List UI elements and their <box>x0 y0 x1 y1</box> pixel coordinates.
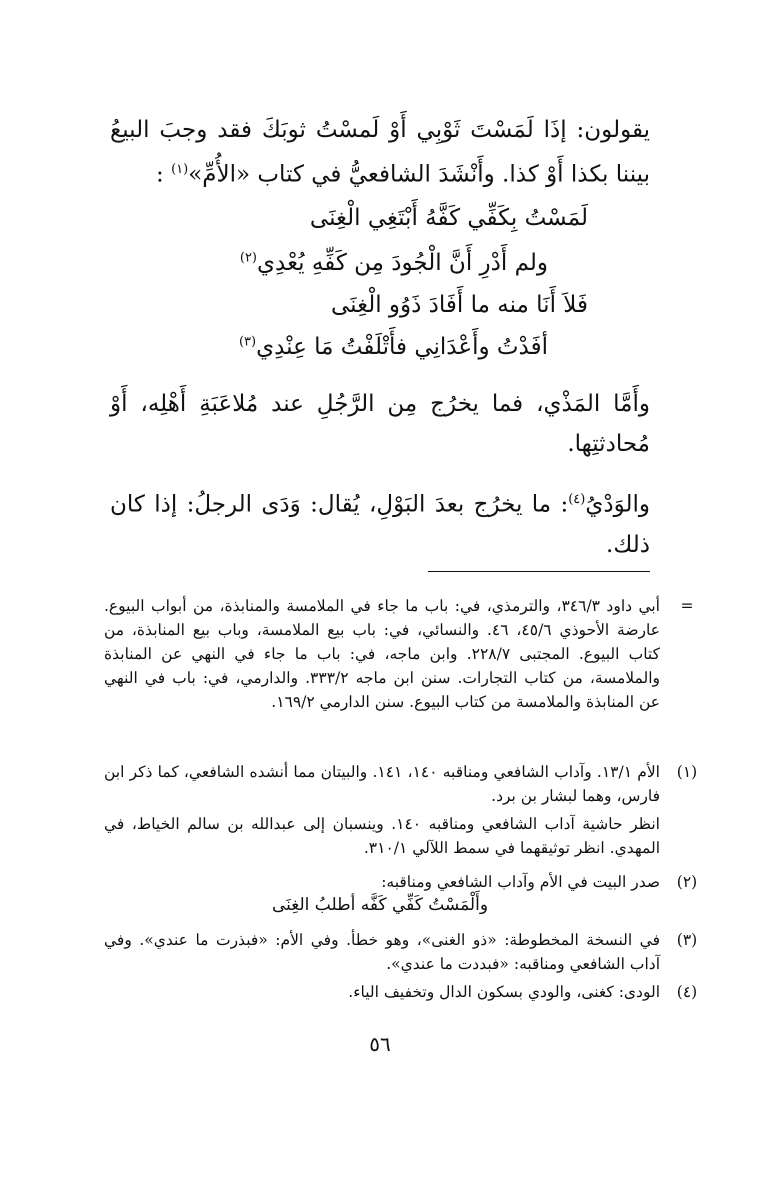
footnote-marker: = <box>680 597 694 615</box>
footnote-marker: (٤) <box>676 983 698 1001</box>
footnote-ref: (٣) <box>238 334 257 350</box>
footnote-2-verse: وأَلْمَسْتُ كَفِّي كَفَّه أطلبُ الغِنَى <box>271 895 489 915</box>
paragraph-wady <box>110 480 650 565</box>
footnote-ref: (٤) <box>568 492 586 507</box>
footnote-marker: (٣) <box>676 931 698 949</box>
paragraph-lams <box>110 110 650 195</box>
footnote-4 <box>104 980 698 1004</box>
footnote-ref: (١) <box>171 162 189 177</box>
page-number: ٥٦ <box>369 1032 391 1056</box>
footnote-separator <box>428 571 650 572</box>
footnote-ref: (٢) <box>239 250 257 266</box>
paragraph-madhy: وأَمَّا المَذْي، فما يخرُج مِن الرَّجُلِ عند مُلاعَبَةِ أَهْلِه، أَوْ مُحادثتِها. <box>110 391 650 457</box>
paragraph-colon: : <box>156 161 164 188</box>
footnote-text: أبي داود ٣٤٦/٣، والترمذي، في: باب ما جاء في الملامسة والمنابذة، من أبواب البيوع. عارضة الأحوذي ٤٥/٦، ٤٦. والنسائي، في: باب بيع الملامسة، وباب بيع المنابذة، من كتاب البيوع. المجتبى ٢٢٨/٧. وابن ماجه، في: باب ما جاء في النهي عن المنابذة والملامسة، من كتاب التجارات. سنن ابن ماجه ٣٣٣/٢. والدارمي، في: باب في النهي عن المنابذة والملامسة من كتاب البيوع. سنن الدارمي ١٦٩/٢. <box>104 597 660 711</box>
verse-text: ولم أَدْرِ أَنَّ الْجُودَ مِن كَفِّهِ يُعْدِي <box>257 250 548 276</box>
footnote-marker: (١) <box>676 763 698 781</box>
footnote-3 <box>104 928 698 976</box>
footnote-text: صدر البيت في الأم وآداب الشافعي ومناقبه: <box>381 873 660 891</box>
verse-line-4 <box>239 334 548 360</box>
verse-line-1: لَمَسْتُ بِكَفِّي كَفَّهُ أَبْتَغِي الْغِنَى <box>309 205 588 231</box>
footnote-text: الأم ١٣/١. وآداب الشافعي ومناقبه ١٤٠، ١٤١. والبيتان مما أنشده الشافعي، كما ذكر ابن فارس، وهما لبشار بن برد. <box>104 763 660 805</box>
footnote-1-note: انظر حاشية آداب الشافعي ومناقبه ١٤٠. وينسبان إلى عبدالله بن سالم الخياط، في المهدي. انظر توثيقهما في سمط اللآلي ٣١٠/١. <box>104 815 660 857</box>
paragraph-text: يقولون: إذَا لَمَسْتَ ثَوْبِي أَوْ لَمسْتُ ثوبَكَ فقد وجبَ البيعُ بيننا بكذا أَوْ كذا. وأَنْشَدَ الشافعيُّ في كتاب «الأُمِّ» <box>110 117 650 188</box>
footnote-text: الودى: كغنى، والودي بسكون الدال وتخفيف الياء. <box>348 983 660 1001</box>
verse-text: أفَدْتُ وأَعْدَانِي فأَتْلَفْتُ مَا عِنْدِي <box>256 334 548 360</box>
footnote-text: في النسخة المخطوطة: «ذو الغنى»، وهو خطأ. وفي الأم: «فبذرت ما عندي». وفي آداب الشافعي ومناقبه: «فبددت ما عندي». <box>104 931 660 973</box>
verse-line-3: فَلاَ أَنَا منه ما أَفَادَ ذَوُو الْغِنَى <box>331 292 588 318</box>
footnote-marker: (٢) <box>676 873 698 891</box>
footnote-1 <box>104 760 698 808</box>
verse-line-2 <box>240 250 548 276</box>
footnote-continuation <box>104 594 694 714</box>
paragraph-text: والوَدْيُ <box>585 491 650 518</box>
paragraph-text: : ما يخرُج بعدَ البَوْلِ، يُقال: وَدَى الرجلُ: إذا كان ذلك. <box>110 491 650 558</box>
footnote-2 <box>104 870 698 894</box>
